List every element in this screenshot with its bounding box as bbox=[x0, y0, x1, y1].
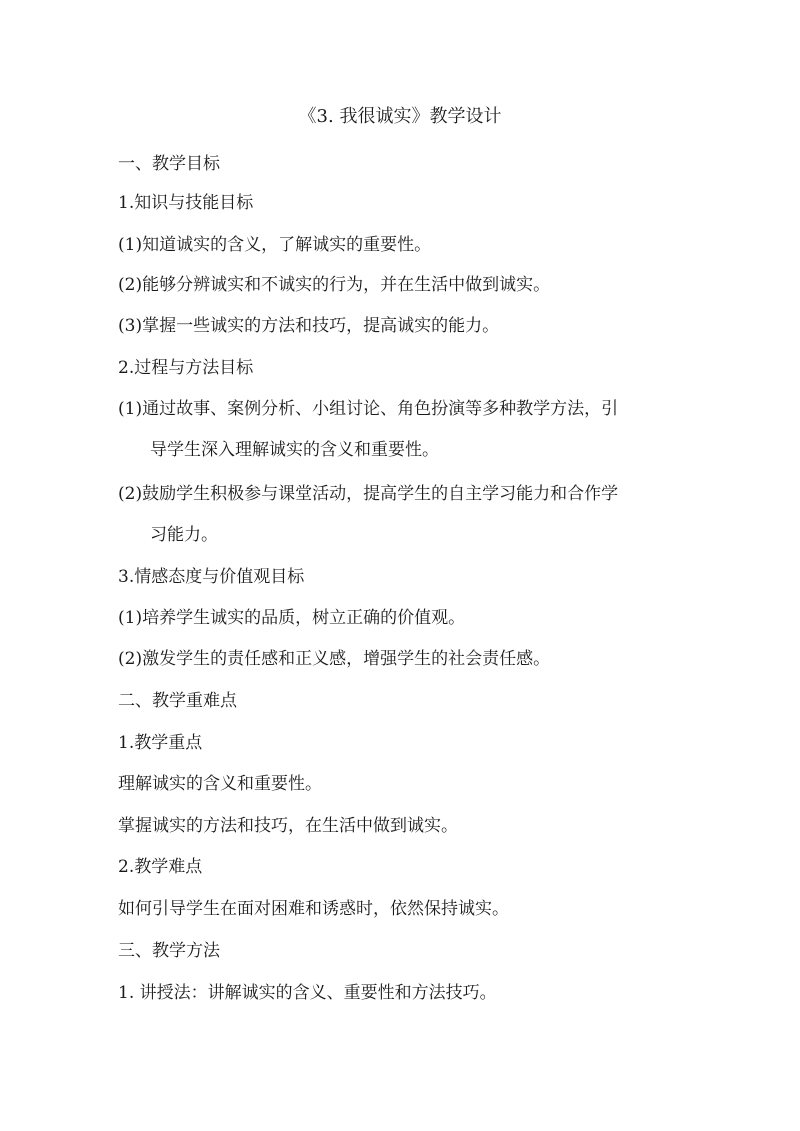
paragraph: 理解诚实的含义和重要性。 bbox=[118, 774, 322, 794]
subheading-knowledge-skills: 1.知识与技能目标 bbox=[118, 193, 254, 213]
document-title: 《3. 我很诚实》教学设计 bbox=[298, 106, 502, 127]
paragraph: 如何引导学生在面对困难和诱惑时，依然保持诚实。 bbox=[118, 899, 509, 919]
section-heading-key-points: 二、教学重难点 bbox=[118, 691, 237, 711]
list-item: (1)知道诚实的含义，了解诚实的重要性。 bbox=[118, 235, 432, 255]
subheading-process-methods: 2.过程与方法目标 bbox=[118, 358, 254, 378]
subheading-emotion-values: 3.情感态度与价值观目标 bbox=[118, 567, 305, 587]
list-item: (1)通过故事、案例分析、小组讨论、角色扮演等多种教学方法，引 bbox=[118, 399, 619, 419]
list-item-continuation: 导学生深入理解诚实的含义和重要性。 bbox=[150, 440, 439, 460]
subheading-difficulty: 2.教学难点 bbox=[118, 857, 203, 877]
list-item: (2)激发学生的责任感和正义感，增强学生的社会责任感。 bbox=[118, 649, 551, 669]
paragraph: 掌握诚实的方法和技巧，在生活中做到诚实。 bbox=[118, 816, 458, 836]
list-item: (2)鼓励学生积极参与课堂活动，提高学生的自主学习能力和合作学 bbox=[118, 484, 619, 504]
subheading-key-point: 1.教学重点 bbox=[118, 733, 203, 753]
list-item-continuation: 习能力。 bbox=[150, 525, 218, 545]
list-item: 1. 讲授法：讲解诚实的含义、重要性和方法技巧。 bbox=[118, 983, 497, 1003]
section-heading-objectives: 一、教学目标 bbox=[118, 154, 220, 174]
list-item: (1)培养学生诚实的品质，树立正确的价值观。 bbox=[118, 608, 466, 628]
list-item: (2)能够分辨诚实和不诚实的行为，并在生活中做到诚实。 bbox=[118, 275, 551, 295]
list-item: (3)掌握一些诚实的方法和技巧，提高诚实的能力。 bbox=[118, 316, 500, 336]
section-heading-methods: 三、教学方法 bbox=[118, 941, 220, 961]
